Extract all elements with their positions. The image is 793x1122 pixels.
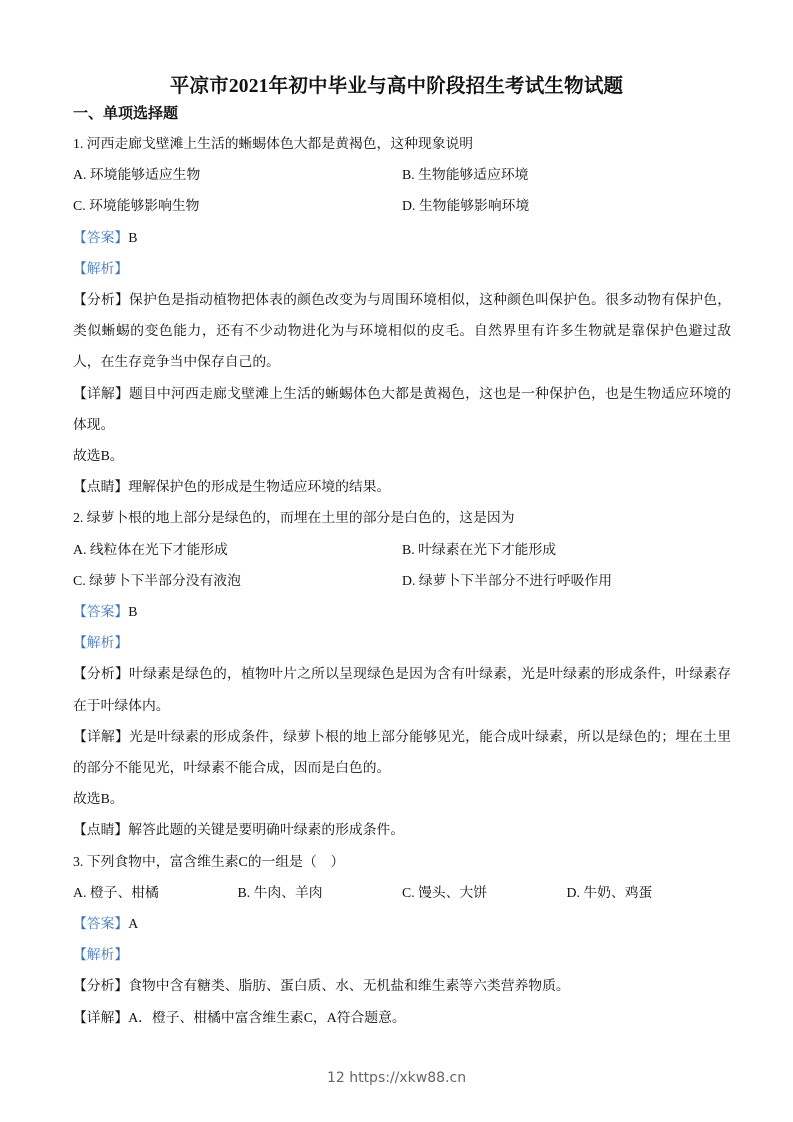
analysis-label: 【解析】 [73, 260, 129, 276]
explanation-text: 叶绿素是绿色的，植物叶片之所以呈现绿色是因为含有叶绿素，光是叶绿素的形成条件，叶绿素存在于叶绿体内。 [73, 666, 732, 713]
explanation-label: 【分析】 [73, 666, 130, 682]
explanation-text: 理解保护色的形成是生物适应环境的结果。 [128, 479, 391, 495]
explanation-label: 【分析】 [73, 292, 130, 308]
options-group [73, 877, 731, 908]
option-b: B. 生物能够适应环境 [402, 167, 529, 183]
option-a: A. 橙子、柑橘 [73, 884, 159, 900]
option-c: C. 环境能够影响生物 [73, 198, 200, 214]
options-row [73, 565, 731, 596]
option-b: B. 叶绿素在光下才能形成 [402, 541, 557, 557]
explanation-label: 【点睛】 [73, 479, 129, 495]
answer-value: B [128, 604, 138, 620]
analysis-label: 【解析】 [73, 947, 129, 963]
explanation-label: 【点睛】 [73, 822, 129, 838]
page-footer: 12 https://xkw88.cn [326, 1070, 467, 1086]
option-a: A. 线粒体在光下才能形成 [73, 541, 228, 557]
options-row [73, 534, 731, 565]
option-d: D. 牛奶、鸡蛋 [566, 884, 653, 900]
explanation-text: 食物中含有糖类、脂肪、蛋白质、水、无机盐和维生素等六类营养物质。 [128, 978, 570, 994]
section-heading: 一、单项选择题 [73, 106, 179, 122]
answer-label: 【答案】 [73, 229, 129, 245]
answer-value: A [128, 916, 139, 932]
explanation-paragraph [73, 284, 731, 378]
option-c: C. 馒头、大饼 [402, 884, 488, 900]
option-d: D. 生物能够影响环境 [402, 198, 530, 214]
answer-line [73, 596, 731, 627]
explanation-label: 【详解】 [73, 385, 130, 401]
options-row [73, 190, 731, 221]
document-title: 平凉市2021年初中毕业与高中阶段招生考试生物试题 [169, 76, 624, 97]
option-d: D. 绿萝卜下半部分不进行呼吸作用 [402, 572, 613, 588]
explanation-paragraph [73, 1002, 731, 1033]
explanation-paragraph [73, 658, 731, 720]
explanation-text: A．橙子、柑橘中富含维生素C，A符合题意。 [128, 1009, 406, 1025]
explanation-text: 故选B。 [73, 791, 124, 807]
options-row [73, 159, 731, 190]
explanation-label: 【分析】 [73, 978, 129, 994]
explanation-paragraph [73, 471, 731, 502]
option-a: A. 环境能够适应生物 [73, 167, 201, 183]
explanation-paragraph [73, 783, 731, 814]
explanation-text: 光是叶绿素的形成条件，绿萝卜根的地上部分能够见光，能合成叶绿素，所以是绿色的；埋在土里的部分不能见光，叶绿素不能合成，因而是白色的。 [73, 728, 732, 776]
answer-label: 【答案】 [73, 604, 129, 620]
document-body [73, 128, 731, 1033]
question-stem: 1. 河西走廊戈壁滩上生活的蜥蜴体色大都是黄褐色，这种现象说明 [73, 136, 474, 151]
explanation-paragraph [73, 814, 731, 845]
option-c: C. 绿萝卜下半部分没有液泡 [73, 572, 241, 588]
analysis-label: 【解析】 [73, 635, 129, 651]
explanation-paragraph [73, 970, 731, 1001]
question-stem: 3. 下列食物中，富含维生素C的一组是（ ） [73, 853, 345, 869]
explanation-paragraph [73, 378, 731, 440]
explanation-paragraph [73, 440, 731, 471]
explanation-text: 故选B。 [73, 448, 124, 464]
answer-line [73, 908, 731, 939]
answer-value: B [128, 229, 138, 245]
question-stem: 2. 绿萝卜根的地上部分是绿色的，而埋在土里的部分是白色的，这是因为 [73, 510, 515, 526]
explanation-text: 题目中河西走廊戈壁滩上生活的蜥蜴体色大都是黄褐色，这也是一种保护色，也是生物适应环境的体现。 [73, 385, 732, 432]
explanation-label: 【详解】 [73, 728, 130, 744]
explanation-text: 解答此题的关键是要明确叶绿素的形成条件。 [128, 822, 405, 838]
answer-line [73, 222, 731, 253]
answer-label: 【答案】 [73, 916, 129, 932]
explanation-text: 保护色是指动植物把体表的颜色改变为与周围环境相似，这种颜色叫保护色。很多动物有保护色，类似蜥蜴的变色能力，还有不少动物进化为与环境相似的皮毛。自然界里有许多生物就是靠保护色避过敌人，在生存竞争当中保存自己的。 [73, 292, 732, 370]
explanation-label: 【详解】 [73, 1009, 129, 1025]
option-b: B. 牛肉、羊肉 [237, 884, 323, 900]
explanation-paragraph [73, 721, 731, 783]
